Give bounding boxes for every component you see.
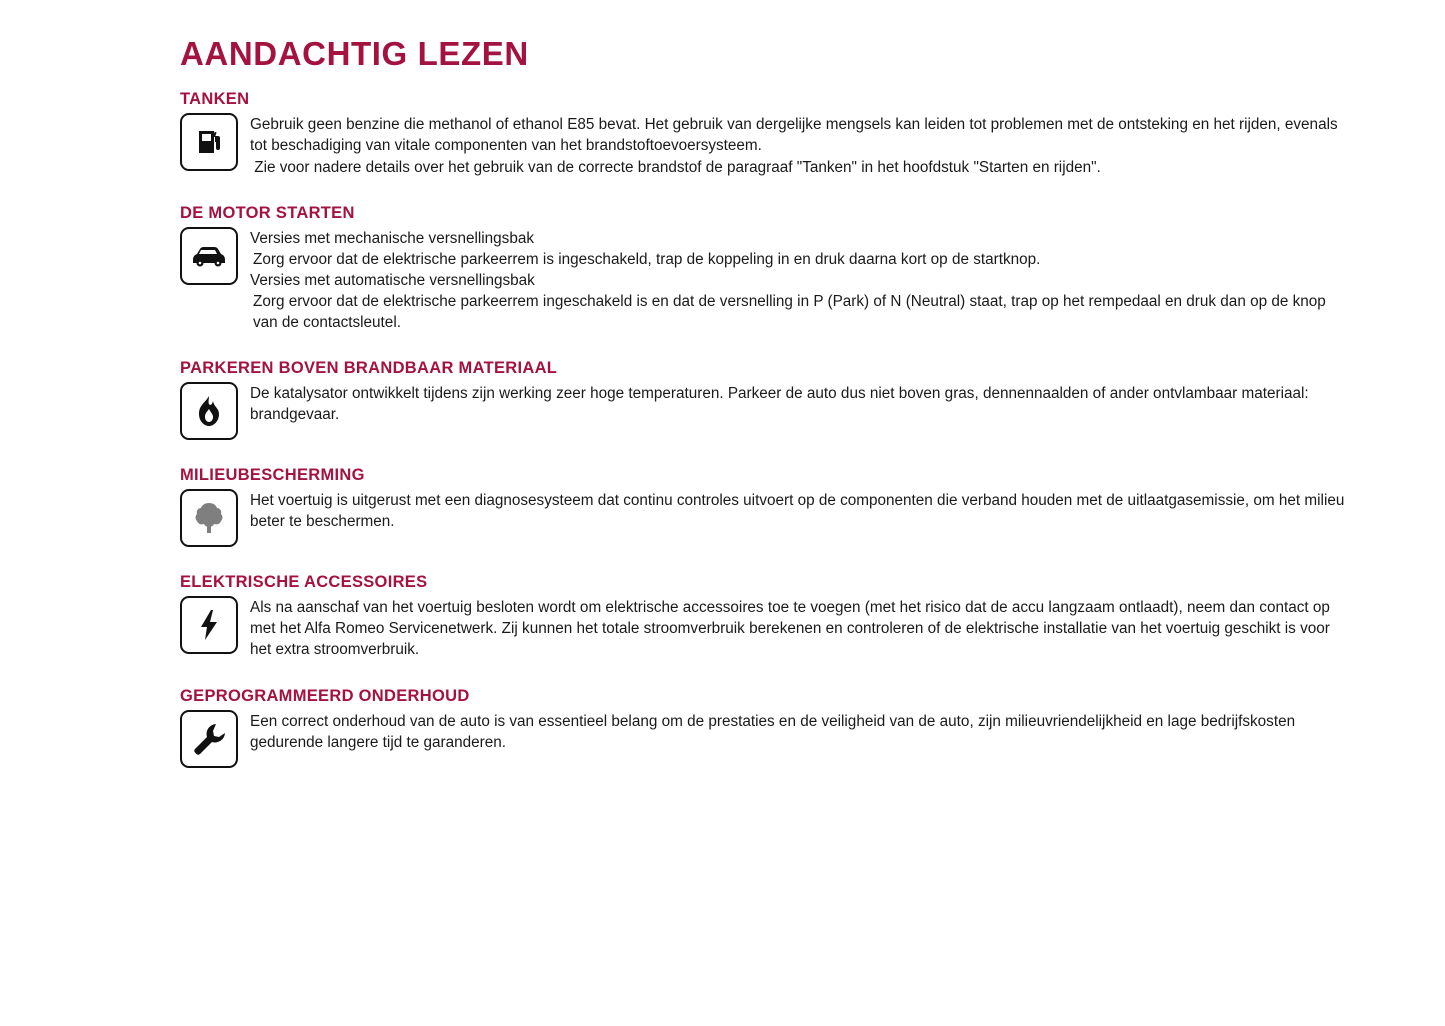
section-body [180,596,1345,660]
section-title: ELEKTRISCHE ACCESSOIRES [180,573,428,592]
section-parkeren-boven-brandbaar-materiaal [180,359,1345,440]
paragraph: Versies met mechanische versnellingsbak [250,229,534,247]
section-text [250,710,1345,753]
paragraph: Versies met automatische versnellingsbak [250,271,535,289]
section-title: DE MOTOR STARTEN [180,203,355,222]
section-geprogrammeerd-onderhoud [180,687,1345,768]
car-icon [180,227,238,285]
lightning-bolt-icon [180,596,238,654]
paragraph: Zorg ervoor dat de elektrische parkeerrem is ingeschakeld, trap de koppeling in en druk daarna kort op de startknop. [253,250,1041,268]
section-text [250,227,1345,334]
section-tanken [180,90,1345,177]
section-title: MILIEUBESCHERMING [180,466,365,485]
paragraph: De katalysator ontwikkelt tijdens zijn werking zeer hoge temperaturen. Parkeer de auto dus niet boven gras, dennennaalden of ander ontvlambaar materiaal: brandgevaar. [250,385,1313,424]
section-body [180,227,1345,334]
section-title: TANKEN [180,90,250,109]
paragraph: Het voertuig is uitgerust met een diagnosesysteem dat continu controles uitvoert op de componenten die verband houden met de uitlaatgasemissie, om het milieu beter te beschermen. [250,492,1349,531]
section-title: PARKEREN BOVEN BRANDBAAR MATERIAAL [180,359,558,378]
section-title: GEPROGRAMMEERD ONDERHOUD [180,686,470,705]
fuel-pump-icon [180,113,238,171]
page-title: AANDACHTIG LEZEN [180,35,529,72]
paragraph: Als na aanschaf van het voertuig besloten wordt om elektrische accessoires toe te voegen (met het risico dat de accu langzaam ontlaadt), neem dan contact op met het Alfa Romeo Servicenetwerk. Zij kunnen het totale stroomverbruik berekenen en controleren of de elektrische installatie van het voertuig geschikt is voor het extra stroomverbruik. [250,599,1335,659]
section-text [250,382,1345,425]
section-body [180,710,1345,768]
section-text [250,489,1349,532]
wrench-icon [180,710,238,768]
section-milieubescherming [180,466,1349,547]
section-de-motor-starten [180,204,1345,334]
paragraph: Een correct onderhoud van de auto is van essentieel belang om de prestaties en de veiligheid van de auto, zijn milieuvriendelijkheid en lage bedrijfskosten gedurende langere tijd te garanderen. [250,712,1300,751]
section-body [180,382,1345,440]
flame-icon [180,382,238,440]
tree-icon [180,489,238,547]
section-body [180,113,1345,177]
paragraph: Zie voor nadere details over het gebruik van de correcte brandstof de paragraaf "Tanken" in het hoofdstuk "Starten en rijden". [250,158,1101,176]
section-elektrische-accessoires [180,573,1345,660]
section-text [250,113,1345,177]
paragraph: Zorg ervoor dat de elektrische parkeerrem ingeschakeld is en dat de versnelling in P (Park) of N (Neutral) staat, trap op het rempedaal en druk dan op de knop van de contactsleutel. [253,292,1331,332]
paragraph: Gebruik geen benzine die methanol of ethanol E85 bevat. Het gebruik van dergelijke mengsels kan leiden tot problemen met de ontsteking en het rijden, evenals tot beschadiging van vitale componenten van het brandstoftoevoersysteem. [250,116,1342,155]
section-body [180,489,1349,547]
section-text [250,596,1345,660]
